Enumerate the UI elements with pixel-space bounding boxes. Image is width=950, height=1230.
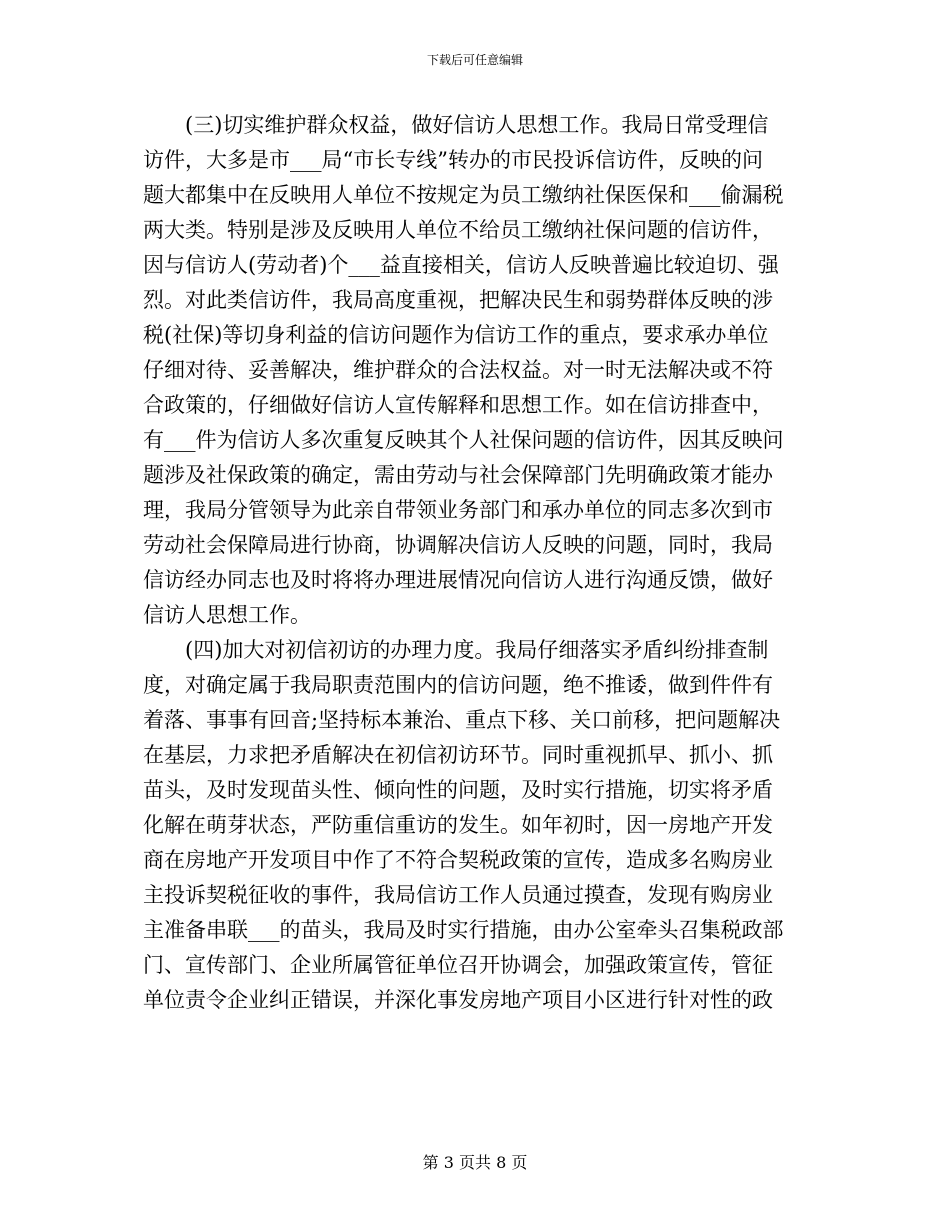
text-line: (四)加大对初信初访的办理力度。我局仔细落实矛盾纠纷排查制 <box>143 638 769 662</box>
text-line: 劳动社会保障局进行协商，协调解决信访人反映的问题，同时，我局 <box>143 533 773 557</box>
text-line: 化解在萌芽状态，严防重信重访的发生。如年初时，因一房地产开发 <box>143 813 773 837</box>
paragraph-3 <box>143 108 811 633</box>
text-line: 信访人思想工作。 <box>143 603 311 627</box>
text-line: 税(社保)等切身利益的信访问题作为信访工作的重点，要求承办单位 <box>143 323 769 347</box>
text-line: 单位责令企业纠正错误，并深化事发房地产项目小区进行针对性的政 <box>143 988 773 1012</box>
text-line: 有___件为信访人多次重复反映其个人社保问题的信访件，因其反映问 <box>143 428 784 452</box>
text-line: 主准备串联___的苗头，我局及时实行措施，由办公室牵头召集税政部 <box>143 918 784 942</box>
text-line: 苗头，及时发现苗头性、倾向性的问题，及时实行措施，切实将矛盾 <box>143 778 773 802</box>
text-line: (三)切实维护群众权益，做好信访人思想工作。我局日常受理信 <box>143 113 769 137</box>
text-line: 访件，大多是市___局“市长专线”转办的市民投诉信访件，反映的问 <box>143 148 763 172</box>
page-header-note: 下载后可任意编辑 <box>426 53 523 67</box>
text-line: 信访经办同志也及时将将办理进展情况向信访人进行沟通反馈，做好 <box>143 568 773 592</box>
page-number: 第 3 页共 8 页 <box>422 1153 528 1172</box>
text-line: 理，我局分管领导为此亲自带领业务部门和承办单位的同志多次到市 <box>143 498 773 522</box>
text-line: 度，对确定属于我局职责范围内的信访问题，绝不推诿，做到件件有 <box>143 673 773 697</box>
text-line: 商在房地产开发项目中作了不符合契税政策的宣传，造成多名购房业 <box>143 848 773 872</box>
text-line: 在基层，力求把矛盾解决在初信初访环节。同时重视抓早、抓小、抓 <box>143 743 773 767</box>
paragraph-4 <box>143 633 811 1018</box>
text-line: 两大类。特别是涉及反映用人单位不给员工缴纳社保问题的信访件， <box>143 218 773 242</box>
text-line: 题大都集中在反映用人单位不按规定为员工缴纳社保医保和___偷漏税 <box>143 183 784 207</box>
document-body <box>143 108 811 1018</box>
text-line: 因与信访人(劳动者)个___益直接相关，信访人反映普遍比较迫切、强 <box>143 253 779 277</box>
text-line: 着落、事事有回音;坚持标本兼治、重点下移、关口前移，把问题解决 <box>143 708 781 732</box>
text-line: 烈。对此类信访件，我局高度重视，把解决民生和弱势群体反映的涉 <box>143 288 773 312</box>
text-line: 主投诉契税征收的事件，我局信访工作人员通过摸查，发现有购房业 <box>143 883 773 907</box>
text-line: 门、宣传部门、企业所属管征单位召开协调会，加强政策宣传，管征 <box>143 953 773 977</box>
text-line: 合政策的，仔细做好信访人宣传解释和思想工作。如在信访排查中， <box>143 393 773 417</box>
text-line: 题涉及社保政策的确定，需由劳动与社会保障部门先明确政策才能办 <box>143 463 773 487</box>
text-line: 仔细对待、妥善解决，维护群众的合法权益。对一时无法解决或不符 <box>143 358 773 382</box>
